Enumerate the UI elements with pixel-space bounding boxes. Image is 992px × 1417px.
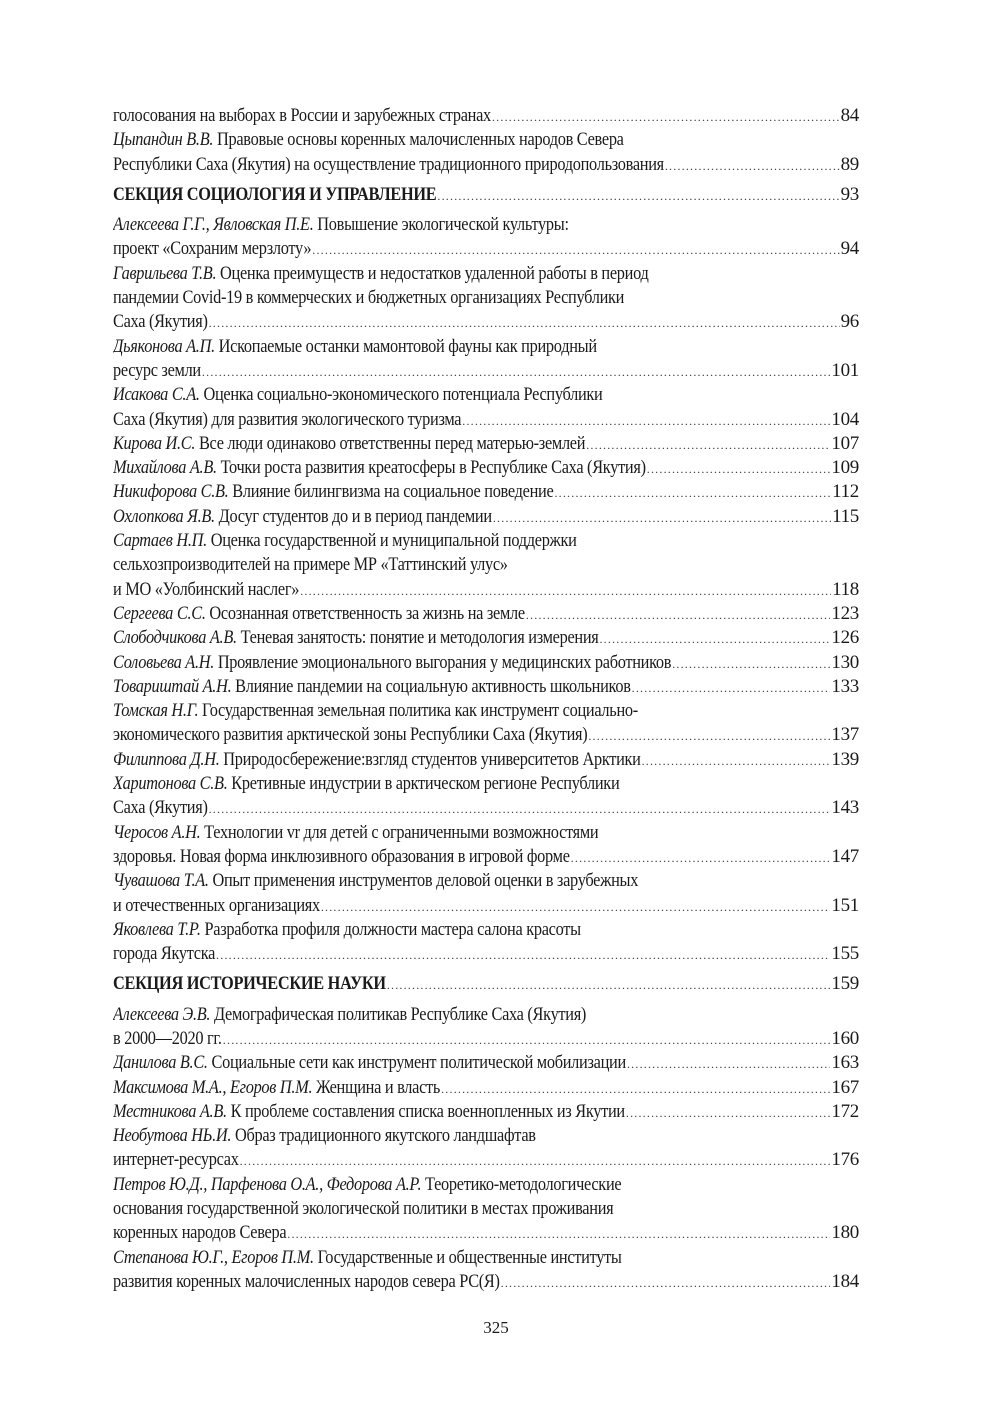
toc-entry[interactable] [113, 602, 859, 626]
toc-line [113, 772, 859, 796]
entry-page-number: 84 [840, 105, 859, 126]
entry-title: и отечественных организациях [113, 894, 320, 916]
toc-line [113, 821, 859, 845]
toc-entry[interactable] [113, 1051, 859, 1075]
entry-author: Соловьева А.Н. [113, 651, 215, 673]
dot-leader [626, 1101, 831, 1124]
entry-title: Республики Саха (Якутия) на осуществление традиционного природопользования [113, 153, 664, 175]
entry-author: Дьяконова А.П. [113, 335, 215, 357]
entry-text [113, 335, 597, 359]
toc-entry[interactable] [113, 1124, 859, 1173]
toc-entry[interactable] [113, 1173, 859, 1246]
entry-text [113, 237, 311, 261]
entry-author: Черосов А.Н. [113, 821, 201, 843]
entry-text [113, 1148, 239, 1172]
toc-entry[interactable] [113, 505, 859, 529]
entry-text [113, 748, 641, 772]
toc-line [113, 942, 859, 966]
entry-author: Томская Н.Г. [113, 700, 199, 722]
entry-text [113, 310, 208, 334]
toc-line [113, 1051, 859, 1075]
toc-line [113, 845, 859, 869]
entry-title: города Якутска [113, 943, 216, 965]
entry-text [113, 153, 664, 177]
entry-title: голосования на выборах в России и зарубежных странах [113, 105, 491, 126]
entry-author: Чувашова Т.А. [113, 870, 209, 892]
entry-text [113, 1003, 586, 1027]
entry-title: Природосбережение:взгляд студентов университетов Арктики [223, 748, 641, 770]
toc-entry[interactable] [113, 1076, 859, 1100]
entry-text [113, 602, 525, 626]
entry-title: коренных народов Севера [113, 1222, 287, 1244]
entry-page-number: 147 [831, 845, 859, 867]
entry-page-number: 94 [840, 238, 859, 260]
toc-line [113, 1003, 859, 1027]
entry-page-number: 184 [831, 1270, 859, 1292]
dot-leader [437, 184, 839, 207]
toc-entry[interactable] [113, 675, 859, 699]
toc-line [113, 359, 859, 383]
toc-entry[interactable] [113, 456, 859, 480]
entry-page-number: 126 [831, 627, 859, 649]
entry-author: Алексеева Г.Г., Явловская П.Е. [113, 214, 314, 236]
entry-title: Кретивные индустрии в арктическом регионе Республики [231, 773, 620, 795]
entry-title: Оценка государственной и муниципальной поддержки [210, 530, 577, 552]
toc-entry[interactable] [113, 699, 859, 748]
entry-text [113, 821, 598, 845]
entry-title: Женщина и власть [316, 1076, 441, 1098]
toc-entry[interactable] [113, 104, 859, 128]
entry-title: здоровья. Новая форма инклюзивного образования в игровой форме [113, 845, 570, 867]
entry-author: Исакова С.А. [113, 384, 200, 406]
entry-page-number: 123 [831, 602, 859, 624]
entry-author: Данилова В.С. [113, 1052, 208, 1074]
entry-title: Проявление эмоционального выгорания у медицинских работников [217, 651, 672, 673]
entry-page-number: 139 [831, 748, 859, 770]
entry-title: Демографическая политикав Республике Саха (Якутия) [213, 1003, 587, 1025]
entry-title: Саха (Якутия) для развития экологического туризма [113, 408, 462, 430]
entry-author: Гаврильева Т.В. [113, 262, 217, 284]
entry-text [113, 383, 602, 407]
entry-page-number: 104 [831, 408, 859, 430]
entry-text [113, 894, 320, 918]
entry-text [113, 1270, 500, 1294]
toc-line [113, 1221, 859, 1245]
dot-leader [202, 360, 830, 383]
toc-line [113, 699, 859, 723]
section-heading[interactable] [113, 183, 859, 207]
entry-title: пандемии Covid-19 в коммерческих и бюджетных организациях Республики [113, 287, 625, 309]
toc-line [113, 1270, 859, 1294]
toc-entry[interactable] [113, 1246, 859, 1295]
entry-author: Харитонова С.В. [113, 773, 228, 795]
dot-leader [209, 311, 840, 334]
entry-page-number: 109 [831, 457, 859, 479]
dot-leader [632, 676, 831, 699]
toc-line [113, 237, 859, 261]
entry-text [113, 456, 646, 480]
toc-line [113, 505, 859, 529]
entry-text [113, 1197, 613, 1221]
dot-leader [647, 457, 831, 480]
entry-text [113, 845, 570, 869]
entry-title: в 2000—2020 гг. [113, 1027, 222, 1049]
dot-leader [223, 1028, 831, 1051]
entry-title: интернет-ресурсах [113, 1149, 239, 1171]
section-title: СЕКЦИЯ СОЦИОЛОГИЯ И УПРАВЛЕНИЕ [113, 183, 437, 205]
toc-entry[interactable] [113, 651, 859, 675]
entry-title: Теоретико-методологические [425, 1173, 622, 1195]
dot-leader [216, 943, 830, 966]
toc-line [113, 723, 859, 747]
entry-text [113, 262, 649, 286]
section-heading[interactable] [113, 972, 859, 996]
entry-text [113, 626, 599, 650]
entry-text [113, 1221, 286, 1245]
entry-author: Максимова М.А., Егоров П.М. [113, 1076, 313, 1098]
entry-title: Государственная земельная политика как инструмент социально- [202, 700, 638, 722]
dot-leader [492, 105, 840, 128]
toc-line [113, 651, 859, 675]
entry-page-number: 180 [831, 1222, 859, 1244]
entry-author: Степанова Ю.Г., Егоров П.М. [113, 1246, 314, 1268]
toc-line [113, 432, 859, 456]
dot-leader [642, 749, 831, 772]
entry-title: Образ традиционного якутского ландшафтав [234, 1125, 536, 1147]
entry-text [113, 918, 581, 942]
toc-line [113, 578, 859, 602]
entry-title: Оценка социально-экономического потенциала Республики [203, 384, 603, 406]
toc-line [113, 1246, 859, 1270]
toc-line [113, 456, 859, 480]
entry-author: Охлопкова Я.В. [113, 505, 215, 527]
entry-page-number: 133 [831, 675, 859, 697]
entry-title: и МО «Уолбинский наслег» [113, 578, 300, 600]
toc-line [113, 1197, 859, 1221]
entry-page-number: 112 [832, 481, 859, 503]
table-of-contents [113, 104, 859, 1294]
entry-text [113, 723, 587, 747]
toc-line [113, 335, 859, 359]
entry-title: Влияние пандемии на социальную активность школьников [235, 675, 631, 697]
entry-page-number: 130 [831, 651, 859, 673]
toc-entry[interactable] [113, 918, 859, 967]
toc-line [113, 869, 859, 893]
entry-title: проект «Сохраним мерзлоту» [113, 238, 312, 260]
toc-entry[interactable] [113, 821, 859, 870]
entry-author: Сергеева С.С. [113, 602, 206, 624]
toc-entry[interactable] [113, 383, 859, 432]
entry-text [113, 772, 619, 796]
entry-author: Необутова НЬ.И. [113, 1125, 232, 1147]
toc-line [113, 602, 859, 626]
toc-line [113, 626, 859, 650]
entry-title: Влияние билингвизма на социальное поведение [232, 481, 554, 503]
entry-title: Точки роста развития креатосферы в Республике Саха (Якутия) [220, 457, 646, 479]
entry-text [113, 1100, 625, 1124]
entry-page-number: 115 [832, 505, 859, 527]
entry-title: Государственные и общественные институты [317, 1246, 622, 1268]
section-page-number: 159 [831, 973, 859, 995]
entry-author: Яковлева Т.Р. [113, 918, 201, 940]
toc-line [113, 553, 859, 577]
toc-line [113, 1100, 859, 1124]
toc-entry[interactable] [113, 128, 859, 177]
entry-page-number: 167 [831, 1076, 859, 1098]
entry-author: Никифорова С.В. [113, 481, 229, 503]
toc-line [113, 529, 859, 553]
entry-text [113, 128, 624, 152]
dot-leader [571, 846, 831, 869]
toc-entry[interactable] [113, 748, 859, 772]
entry-title: экономического развития арктической зоны Республики Саха (Якутия) [113, 724, 588, 746]
dot-leader [501, 1271, 831, 1294]
toc-entry[interactable] [113, 213, 859, 262]
entry-text [113, 675, 631, 699]
entry-title: Разработка профиля должности мастера салона красоты [204, 918, 581, 940]
entry-page-number: 96 [840, 311, 859, 333]
dot-leader [493, 506, 831, 529]
entry-page-number: 176 [831, 1149, 859, 1171]
toc-line [113, 383, 859, 407]
toc-entry[interactable] [113, 626, 859, 650]
toc-entry[interactable] [113, 869, 859, 918]
toc-line [113, 104, 859, 128]
toc-line [113, 1173, 859, 1197]
entry-title: Социальные сети как инструмент политической мобилизации [211, 1052, 626, 1074]
entry-page-number: 160 [831, 1027, 859, 1049]
entry-page-number: 101 [831, 359, 859, 381]
toc-entry[interactable] [113, 772, 859, 821]
entry-page-number: 163 [831, 1052, 859, 1074]
toc-line [113, 1124, 859, 1148]
toc-line [113, 675, 859, 699]
toc-line [113, 262, 859, 286]
entry-page-number: 118 [832, 578, 859, 600]
entry-text [113, 1173, 621, 1197]
dot-leader [312, 238, 839, 261]
toc-entry[interactable] [113, 1003, 859, 1052]
entry-author: Кирова И.С. [113, 432, 196, 454]
entry-text [113, 553, 508, 577]
entry-text [113, 869, 638, 893]
entry-page-number: 155 [831, 943, 859, 965]
entry-author: Сартаев Н.П. [113, 530, 207, 552]
entry-title: Правовые основы коренных малочисленных народов Севера [216, 129, 624, 151]
dot-leader [665, 154, 840, 177]
toc-line [113, 310, 859, 334]
entry-title: Ископаемые останки мамонтовой фауны как природный [218, 335, 597, 357]
toc-line [113, 286, 859, 310]
entry-title: Повышение экологической культуры: [317, 214, 569, 236]
toc-line [113, 153, 859, 177]
dot-leader [287, 1222, 830, 1245]
entry-text [113, 651, 671, 675]
entry-title: основания государственной экологической политики в местах проживания [113, 1198, 614, 1220]
toc-entry[interactable] [113, 262, 859, 335]
dot-leader [321, 895, 831, 918]
dot-leader [627, 1052, 830, 1075]
entry-text [113, 104, 491, 128]
toc-entry[interactable] [113, 432, 859, 456]
dot-leader [240, 1149, 831, 1172]
toc-line [113, 480, 859, 504]
entry-page-number: 137 [831, 724, 859, 746]
toc-entry[interactable] [113, 529, 859, 602]
entry-title: Опыт применения инструментов деловой оценки в зарубежных [212, 870, 639, 892]
dot-leader [599, 627, 830, 650]
entry-text [113, 1051, 626, 1075]
entry-title: Осознанная ответственность за жизнь на земле [209, 602, 525, 624]
dot-leader [462, 409, 830, 432]
toc-line [113, 1027, 859, 1051]
entry-text [113, 796, 208, 820]
entry-text [113, 942, 215, 966]
toc-line [113, 1148, 859, 1172]
dot-leader [588, 724, 830, 747]
dot-leader [387, 973, 831, 996]
entry-text [113, 1124, 536, 1148]
entry-text [113, 213, 569, 237]
entry-page-number: 89 [840, 153, 859, 175]
entry-text [113, 480, 553, 504]
dot-leader [526, 603, 831, 626]
toc-line [113, 796, 859, 820]
dot-leader [554, 481, 831, 504]
entry-title: К проблеме составления списка военнопленных из Якутии [230, 1100, 625, 1122]
entry-page-number: 143 [831, 797, 859, 819]
dot-leader [209, 797, 831, 820]
toc-entry[interactable] [113, 335, 859, 384]
toc-line [113, 128, 859, 152]
entry-text [113, 359, 201, 383]
entry-text [113, 286, 624, 310]
section-title: СЕКЦИЯ ИСТОРИЧЕСКИЕ НАУКИ [113, 973, 386, 995]
entry-title: Теневая занятость: понятие и методология измерения [240, 627, 599, 649]
toc-line [113, 748, 859, 772]
dot-leader [586, 433, 830, 456]
dot-leader [672, 652, 830, 675]
entry-title: Саха (Якутия) [113, 311, 208, 333]
toc-entry[interactable] [113, 480, 859, 504]
entry-text [113, 578, 299, 602]
entry-author: Михайлова А.В. [113, 457, 217, 479]
entry-text [113, 1027, 222, 1051]
toc-line [113, 918, 859, 942]
entry-title: Саха (Якутия) [113, 797, 208, 819]
page-number: 325 [483, 1318, 509, 1337]
entry-title: Все люди одинаково ответственны перед матерью-землей [198, 432, 586, 454]
entry-title: сельхозпроизводителей на примере МР «Таттинский улус» [113, 554, 508, 576]
toc-line [113, 213, 859, 237]
toc-entry[interactable] [113, 1100, 859, 1124]
entry-page-number: 151 [831, 894, 859, 916]
entry-title: Досуг студентов до и в период пандемии [218, 505, 492, 527]
entry-author: Алексеева Э.В. [113, 1003, 211, 1025]
toc-line [113, 894, 859, 918]
entry-page-number: 172 [831, 1100, 859, 1122]
entry-text [113, 1246, 622, 1270]
entry-title: Технологии vr для детей с ограниченными возможностями [204, 821, 599, 843]
entry-title: Оценка преимуществ и недостатков удаленной работы в период [220, 262, 649, 284]
entry-text [113, 408, 461, 432]
entry-author: Товариштай А.Н. [113, 675, 232, 697]
entry-author: Петров Ю.Д., Парфенова О.А., Федорова А.Р. [113, 1173, 422, 1195]
toc-line [113, 1076, 859, 1100]
entry-author: Цыпандин В.В. [113, 129, 214, 151]
entry-text [113, 529, 577, 553]
toc-line [113, 408, 859, 432]
entry-page-number: 107 [831, 432, 859, 454]
dot-leader [300, 579, 831, 602]
entry-text [113, 1076, 440, 1100]
entry-title: ресурс земли [113, 359, 201, 381]
entry-text [113, 505, 492, 529]
entry-text [113, 699, 638, 723]
entry-title: развития коренных малочисленных народов севера РС(Я) [113, 1270, 500, 1292]
entry-author: Слободчикова А.В. [113, 627, 237, 649]
dot-leader [441, 1077, 830, 1100]
entry-text [113, 432, 585, 456]
entry-author: Местникова А.В. [113, 1100, 227, 1122]
entry-author: Филиппова Д.Н. [113, 748, 220, 770]
section-page-number: 93 [840, 183, 859, 205]
